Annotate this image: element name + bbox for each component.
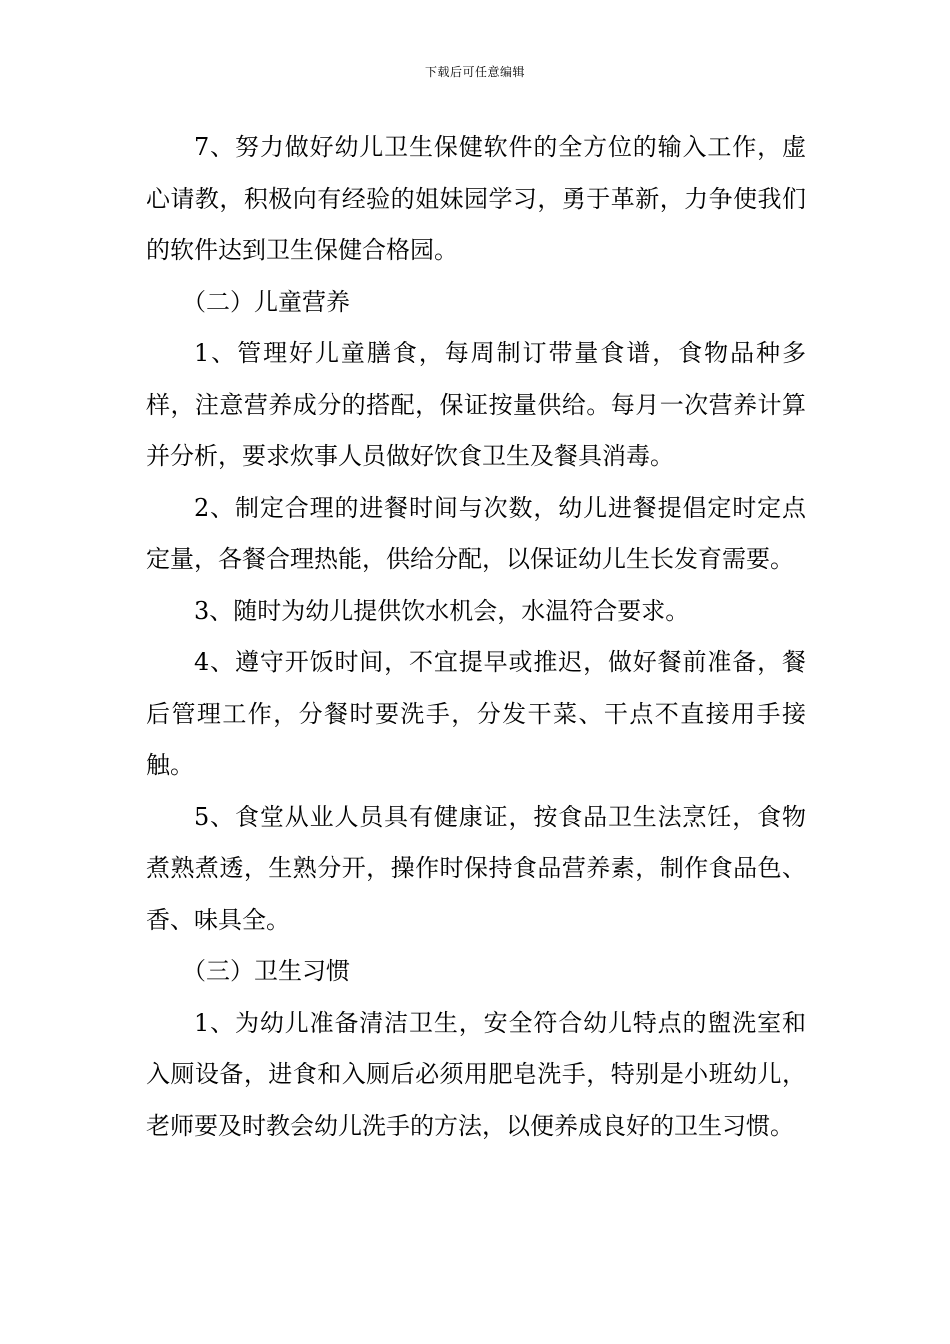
paragraph-item-7-software: 7、努力做好幼儿卫生保健软件的全方位的输入工作，虚心请教，积极向有经验的姐妹园学习，勇于革新，力争使我们的软件达到卫生保健合格园。 <box>146 133 806 264</box>
paragraph-nutrition-1: 1、管理好儿童膳食，每周制订带量食谱，食物品种多样，注意营养成分的搭配，保证按量供给。每月一次营养计算并分析，要求炊事人员做好饮食卫生及餐具消毒。 <box>146 339 806 470</box>
document-body <box>146 122 806 1152</box>
paragraph-nutrition-2: 2、制定合理的进餐时间与次数，幼儿进餐提倡定时定点定量，各餐合理热能，供给分配，以保证幼儿生长发育需要。 <box>146 493 806 573</box>
paragraph-nutrition-4: 4、遵守开饭时间，不宜提早或推迟，做好餐前准备，餐后管理工作，分餐时要洗手，分发干菜、干点不直接用手接触。 <box>146 648 806 779</box>
paragraph-nutrition-3: 3、随时为幼儿提供饮水机会，水温符合要求。 <box>194 596 690 625</box>
paragraph-hygiene-1: 1、为幼儿准备清洁卫生，安全符合幼儿特点的盥洗室和入厕设备，进食和入厕后必须用肥皂洗手，特别是小班幼儿，老师要及时教会幼儿洗手的方法，以便养成良好的卫生习惯。 <box>146 1008 806 1140</box>
paragraph-nutrition-5: 5、食堂从业人员具有健康证，按食品卫生法烹饪，食物煮熟煮透，生熟分开，操作时保持食品营养素，制作食品色、香、味具全。 <box>146 802 806 934</box>
section-heading-nutrition: （二）儿童营养 <box>182 287 350 316</box>
section-heading-hygiene: （三）卫生习惯 <box>182 957 350 985</box>
page-header: 下载后可任意编辑 <box>424 65 525 79</box>
